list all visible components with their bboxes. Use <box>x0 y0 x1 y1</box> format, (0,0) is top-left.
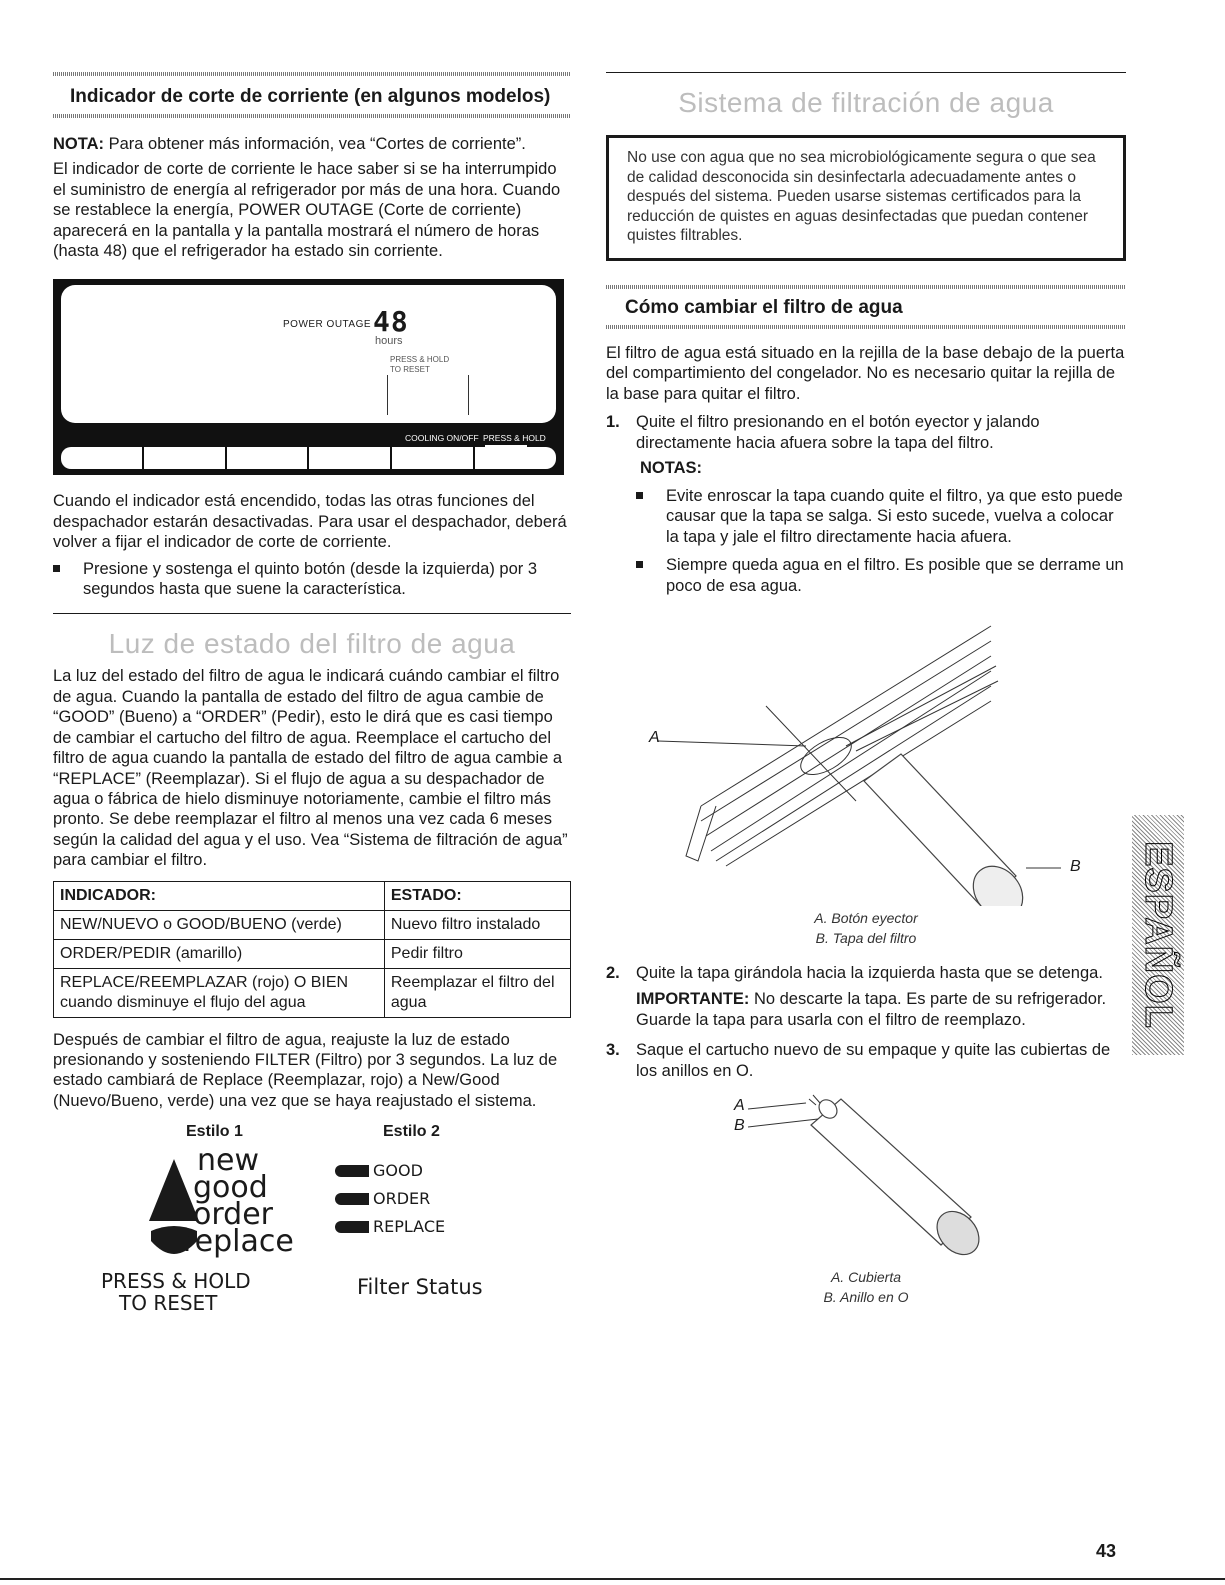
cooling-onoff-label: COOLING ON/OFF <box>405 433 479 444</box>
step-1 <box>606 412 1126 453</box>
language-side-tab <box>1132 815 1184 1055</box>
dispenser-button[interactable] <box>61 447 144 469</box>
figure-caption-b: B. Tapa del filtro <box>815 930 917 947</box>
filter-status-table <box>53 881 571 1018</box>
filter-grille-illustration <box>606 606 1126 906</box>
dispenser-button[interactable] <box>475 447 556 469</box>
style2-label: Estilo 2 <box>383 1123 440 1141</box>
callout-label-b: B <box>734 1117 745 1135</box>
table-header-row <box>54 881 571 910</box>
table-cell: REPLACE/REEMPLAZAR (rojo) O BIEN cuando disminuye el flujo del agua <box>54 968 385 1017</box>
bullet-icon <box>53 565 60 572</box>
style1-press-hold: PRESS & HOLD <box>101 1269 251 1294</box>
list-item <box>636 555 1126 596</box>
filter-removal-figure <box>606 606 1126 951</box>
button-strip <box>61 447 556 469</box>
to-reset-label: TO RESET <box>390 365 430 375</box>
status-led-icon <box>335 1193 369 1205</box>
section-divider <box>606 72 1126 73</box>
heading-rule <box>606 285 1126 289</box>
step-3 <box>606 1040 1126 1081</box>
style2-items <box>335 1157 445 1241</box>
important-note <box>636 989 1126 1030</box>
status-styles <box>53 1123 571 1316</box>
list-item <box>53 559 571 600</box>
status-led-icon <box>335 1165 369 1177</box>
filtration-title: Sistema de filtración de agua <box>678 87 1054 118</box>
table-cell: Nuevo filtro instalado <box>384 910 570 939</box>
callout-label-a: A <box>649 729 660 747</box>
step-2 <box>606 963 1126 983</box>
bullet-text: Siempre queda agua en el filtro. Es posible que se derrame un poco de esa agua. <box>666 556 1124 595</box>
status-label: REPLACE <box>373 1217 446 1237</box>
style1-to-reset: TO RESET <box>119 1291 218 1316</box>
status-led-icon <box>335 1221 369 1233</box>
dispenser-button[interactable] <box>144 447 227 469</box>
divider-tick <box>387 375 388 415</box>
status-row-replace <box>335 1213 445 1241</box>
filter-status-label: Filter Status <box>357 1275 483 1300</box>
note-text: Para obtener más información, vea “Cortes de corriente”. <box>104 135 526 153</box>
heading-rule <box>53 72 571 76</box>
figure-caption-b: B. Anillo en O <box>823 1289 909 1306</box>
status-row-good <box>335 1157 445 1185</box>
press-hold-label: PRESS & HOLD <box>390 355 450 365</box>
warning-text: No use con agua que no sea microbiológicamente segura o que sea de calidad desconocida sin desinfectarla adecuadamente antes o después del sistema. Pueden usarse sistemas certificados para la reducción de quistes en aguas desinfectadas que puedan contener quistes filtrables. <box>627 149 1096 245</box>
dispenser-button[interactable] <box>227 447 310 469</box>
table-cell: Pedir filtro <box>384 939 570 968</box>
power-outage-para: El indicador de corte de corriente le hace saber si se ha interrumpido el suministro de energía al refrigerador por más de una hora. Cuando se restablece la energía, POWER OUTAGE (Corte de corriente) aparecerá en la pantalla y la pantalla mostrará el número de horas (hasta 48) que el refrigerador ha estado sin corriente. <box>53 160 561 261</box>
table-row <box>54 968 571 1017</box>
table-cell: NEW/NUEVO o GOOD/BUENO (verde) <box>54 910 385 939</box>
table-cell: ORDER/PEDIR (amarillo) <box>54 939 385 968</box>
bullet-icon <box>636 492 643 499</box>
bullet-text: Evite enroscar la tapa cuando quite el filtro, ya que esto puede causar que la tapa se salga. Si esto sucede, vuelva a colocar la tapa y jale el filtro directamente hacia afuera. <box>666 487 1123 546</box>
table-row <box>54 910 571 939</box>
table-cell: Reemplazar el filtro del agua <box>384 968 570 1017</box>
status-label: GOOD <box>373 1161 423 1181</box>
dispenser-button[interactable] <box>309 447 392 469</box>
power-outage-heading: Indicador de corte de corriente (en algunos modelos) <box>70 86 551 107</box>
status-word-new: new <box>197 1143 260 1179</box>
warning-box <box>606 135 1126 261</box>
display-screen <box>61 285 556 423</box>
status-word-good: good <box>193 1170 268 1206</box>
figure-caption-a: A. Cubierta <box>830 1269 902 1286</box>
important-label: IMPORTANTE: <box>636 990 750 1009</box>
table-row <box>54 939 571 968</box>
filter-cartridge-figure <box>606 1087 1126 1312</box>
page-number: 43 <box>1096 1541 1117 1561</box>
filter-location-para: El filtro de agua está situado en la rejilla de la base debajo de la puerta del compartimiento del congelador. No es necesario quitar la rejilla de la base para quitar el filtro. <box>606 343 1125 403</box>
list-item <box>636 486 1126 547</box>
heading-rule <box>606 325 1126 329</box>
note <box>53 134 571 154</box>
note-label: NOTA: <box>53 135 105 153</box>
status-word-order: order <box>193 1197 273 1233</box>
figure-caption-a: A. Botón eyector <box>814 910 918 927</box>
status-word-replace: replace <box>183 1224 294 1260</box>
reset-para: Después de cambiar el filtro de agua, reajuste la luz de estado presionando y sosteniendo FILTER (Filtro) por 3 segundos. La luz de estado cambiará de Replace (Reemplazar, rojo) a New/Good (Nuevo/Bueno, verde) una vez que se haya reajustado el sistema. <box>53 1030 558 1110</box>
style1-label: Estilo 1 <box>186 1123 243 1141</box>
indicator-para: Cuando el indicador está encendido, todas las otras funciones del despachador estarán desactivadas. Para usar el despachador, deberá volver a fijar el indicador de corte de corriente. <box>53 492 567 552</box>
dispenser-display-illustration <box>53 279 564 475</box>
table-header: INDICADOR: <box>54 881 385 910</box>
status-row-order <box>335 1185 445 1213</box>
callout-label-b: B <box>1070 858 1081 876</box>
outage-hours-digits: 48 <box>373 305 409 339</box>
important-text: No descarte la tapa. Es parte de su refrigerador. Guarde la tapa para usarla con el filtro de reemplazo. <box>636 990 1107 1029</box>
style1-words <box>183 1143 294 1260</box>
filter-cartridge-illustration <box>606 1087 1126 1277</box>
bullet-text: Presione y sostenga el quinto botón (desde la izquierda) por 3 segundos hasta que suene la característica. <box>83 559 538 599</box>
bottom-rule <box>0 1578 1225 1580</box>
step-text: Saque el cartucho nuevo de su empaque y quite las cubiertas de los anillos en O. <box>636 1041 1111 1080</box>
step-number: 1. <box>606 413 620 432</box>
bullet-icon <box>636 561 643 568</box>
left-column <box>53 72 571 1316</box>
callout-label-a: A <box>734 1097 745 1115</box>
language-tab-label: ESPAÑOL <box>1137 841 1179 1029</box>
table-header: ESTADO: <box>384 881 570 910</box>
hours-label: hours <box>375 335 403 348</box>
status-label: ORDER <box>373 1189 431 1209</box>
heading-rule <box>53 114 571 118</box>
change-filter-heading: Cómo cambiar el filtro de agua <box>625 296 903 318</box>
filter-light-title: Luz de estado del filtro de agua <box>108 628 516 660</box>
step-text: Quite la tapa girándola hacia la izquierda hasta que se detenga. <box>636 964 1103 983</box>
step-number: 2. <box>606 964 620 983</box>
press-hold-small-label: PRESS & HOLD <box>483 433 546 444</box>
divider-tick <box>468 375 469 415</box>
right-column <box>606 72 1126 1312</box>
notes-label: NOTAS: <box>640 459 703 477</box>
dispenser-button[interactable] <box>392 447 475 469</box>
power-outage-label: POWER OUTAGE <box>283 319 372 331</box>
step-number: 3. <box>606 1041 620 1060</box>
step-text: Quite el filtro presionando en el botón eyector y jalando directamente hacia afuera sobre la tapa del filtro. <box>636 413 1040 452</box>
filter-light-para: La luz del estado del filtro de agua le indicará cuándo cambiar el filtro de agua. Cuando la pantalla de estado del filtro de agua cambie de “GOOD” (Bueno) a “ORDER” (Pedir), esto le dirá que es casi tiempo de cambiar el cartucho del filtro de agua. Reemplace el cartucho del filtro de agua cuando la pantalla de estado del filtro de agua cambie a “REPLACE” (Reemplazar). Si el flujo de agua a su despachador de agua o fábrica de hielo disminuye notoriamente, cambie el filtro más pronto. Se debe reemplazar el filtro al menos una vez cada 6 meses según la calidad del agua y el uso. Vea “Sistema de filtración de agua” para cambiar el filtro. <box>53 667 568 870</box>
section-divider <box>53 613 571 614</box>
